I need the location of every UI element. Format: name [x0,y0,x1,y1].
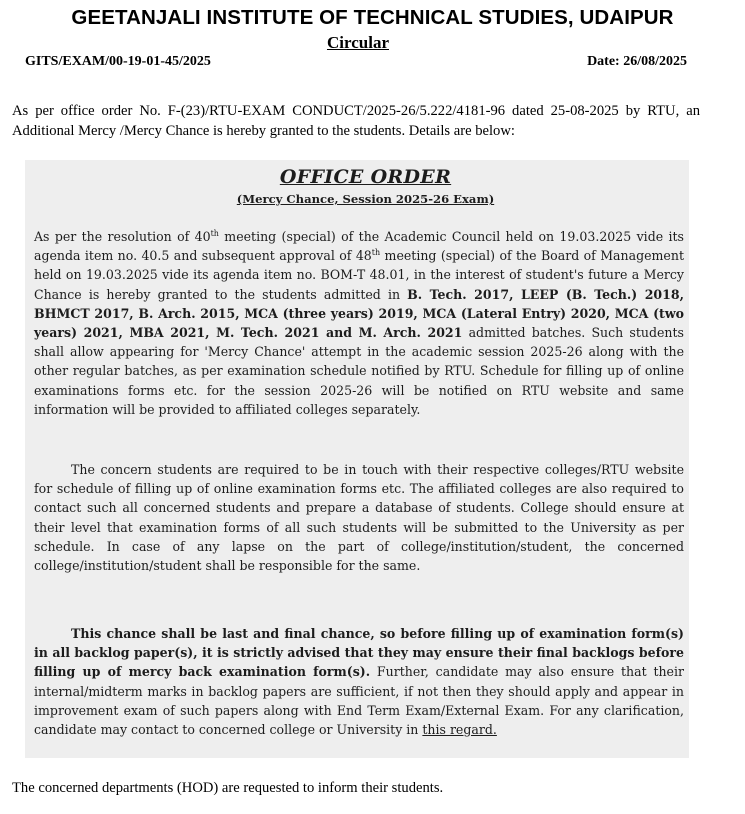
document-type-heading: Circular [326,33,389,52]
circular-date: Date: 26/08/2025 [587,54,687,69]
office-order-title: OFFICE ORDER [279,166,452,188]
order-paragraph-instructions: The concern students are required to be in touch with their respective colleges/RTU website for schedule of filling up of online examination forms etc. The affiliated colleges are also required to contact such all concerned students and prepare a database of students. College should ensure at their level that examination forms of all such students will be submitted to the University as per schedule. In case of any lapse on the part of college/institution/student, the concerned college/institution/student shall be responsible for the same. [34,462,684,574]
final-chance-warning: This chance shall be last and final chance, so before filling up of examination form(s) in all backlog paper(s), it is strictly advised that they may ensure their final backlogs before filling up of mercy back examination form(s). [34,626,684,680]
order-paragraph-final-chance: This chance shall be last and final chance, so before filling up of examination form(s) in all backlog paper(s), it is strictly advised that they may ensure their final backlogs before filling up of mercy back examination form(s). Further, candidate may also ensure that their internal/midterm marks in backlog papers are sufficient, if not then they should apply and appear in improvement exam of such papers along with End Term Exam/External Exam. For any clarification, candidate may contact to concerned college or University in this regard. [34,626,684,738]
scanned-office-order [25,160,689,758]
closing-note: The concerned departments (HOD) are requested to inform their students. [12,780,444,796]
institute-name: GEETANJALI INSTITUTE OF TECHNICAL STUDIES, UDAIPUR [71,6,674,29]
office-order-subtitle: (Mercy Chance, Session 2025-26 Exam) [236,192,495,206]
order-paragraph-resolution: As per the resolution of 40th meeting (special) of the Academic Council held on 19.03.2025 vide its agenda item no. 40.5 and subsequent approval of 48th meeting (special) of the Board of Management held on 19.03.2025 vide its agenda item no. BOM-T 48.01, in the interest of student's future a Mercy Chance is hereby granted to the students admitted in B. Tech. 2017, LEEP (B. Tech.) 2018, BHMCT 2017, B. Arch. 2015, MCA (three years) 2019, MCA (Lateral Entry) 2020, MCA (two years) 2021, MBA 2021, M. Tech. 2021 and M. Arch. 2021 admitted batches. Such students shall allow appearing for 'Mercy Chance' attempt in the academic session 2025-26 along with the other regular batches, as per examination schedule notified by RTU. Schedule for filling up of online examinations forms etc. for the session 2025-26 will be notified on RTU website and same information will be provided to affiliated colleges separately. [34,228,684,417]
reference-number: GITS/EXAM/00-19-01-45/2025 [25,54,211,69]
eligible-batches: B. Tech. 2017, LEEP (B. Tech.) 2018, BHMCT 2017, B. Arch. 2015, MCA (three years) 2019, MCA (Lateral Entry) 2020, MCA (two years) 2021, MBA 2021, M. Tech. 2021 and M. Arch. 2021 [34,286,684,341]
intro-paragraph: As per office order No. F-(23)/RTU-EXAM CONDUCT/2025-26/5.222/4181-96 dated 25-08-2025 by RTU, an Additional Mercy /Mercy Chance is hereby granted to the students. Details are below: [12,103,700,139]
